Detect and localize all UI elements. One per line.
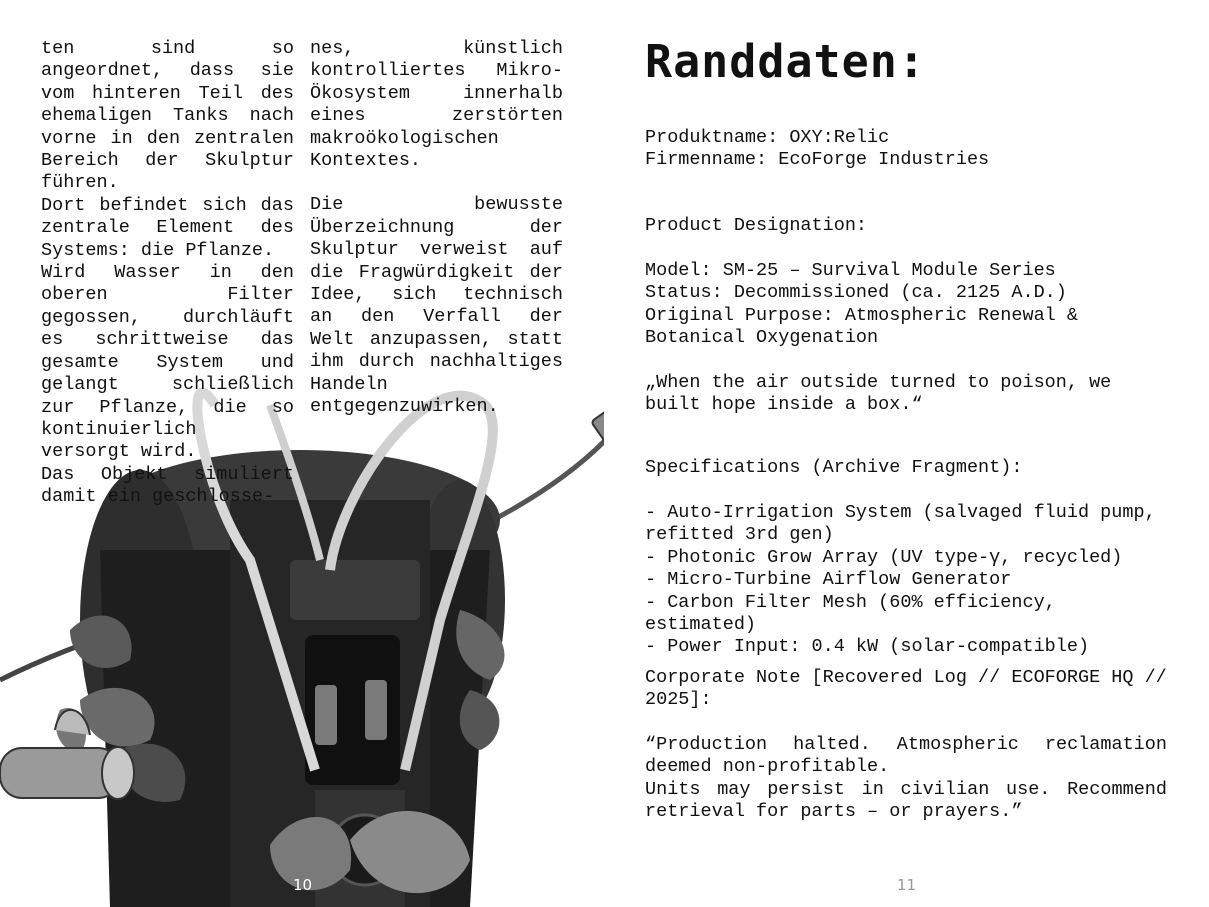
right-page <box>604 0 1209 907</box>
page-number-right: 11 <box>897 876 917 894</box>
spec-item: - Carbon Filter Mesh (60% efficiency, estimated) <box>645 591 1056 636</box>
corporate-note-text <box>645 734 1167 824</box>
spec-item: - Micro-Turbine Airflow Generator <box>645 569 1012 591</box>
paragraph-gap <box>310 172 563 194</box>
corporate-note-heading: Corporate Note [Recovered Log // ECOFORGE HQ // 2025]: <box>645 667 1167 711</box>
note-line: “Production halted. Atmospheric reclamation deemed non-profitable. <box>645 734 1167 778</box>
paragraph: nes, künstlich kontrolliertes Mikro-Ökosystem innerhalb eines zerstörten makroökologischen Kontextes. <box>310 38 563 172</box>
original-purpose: Original Purpose: Atmospheric Renewal & Botanical Oxygenation <box>645 304 1078 349</box>
left-page <box>0 0 604 907</box>
note-line: Units may persist in civilian use. Recommend retrieval for parts – or prayers.” <box>645 778 1167 823</box>
page-title: Randdaten: <box>645 35 926 88</box>
status: Status: Decommissioned (ca. 2125 A.D.) <box>645 282 1067 304</box>
spec-item: - Photonic Grow Array (UV type-γ, recycled) <box>645 546 1123 568</box>
company-name: Firmenname: EcoForge Industries <box>645 149 990 171</box>
product-designation-heading: Product Designation: <box>645 215 868 236</box>
specifications-list <box>645 502 1167 659</box>
specifications-heading: Specifications (Archive Fragment): <box>645 457 1023 478</box>
text-column-1 <box>41 38 294 509</box>
model: Model: SM-25 – Survival Module Series <box>645 260 1056 281</box>
designation-details <box>645 260 1167 350</box>
paragraph: Dort befindet sich das zentrale Element des Systems: die Pflanze. <box>41 194 294 261</box>
product-name: Produktname: OXY:Relic <box>645 127 890 148</box>
page-number-left: 10 <box>293 876 313 894</box>
text-column-2 <box>310 38 563 419</box>
spec-item: - Auto-Irrigation System (salvaged fluid pump, refitted 3rd gen) <box>645 502 1156 546</box>
spec-item: - Power Input: 0.4 kW (solar-compatible) <box>645 636 1090 658</box>
paragraph: Das Objekt simuliert damit ein geschlosse- <box>41 463 294 508</box>
quote: „When the air outside turned to poison, we built hope inside a box.“ <box>645 372 1112 416</box>
paragraph: Wird Wasser in den oberen Filter gegossen, durchläuft es schrittweise das gesamte System und gelangt schließlich zur Pflanze, die so kontinuierlich versorgt wird. <box>41 262 294 463</box>
paragraph: Die bewusste Überzeichnung der Skulptur verweist auf die Fragwürdigkeit der Idee, sich technisch an den Verfall der Welt anzupassen, statt ihm durch nachhaltiges Handeln entgegenzuwirken. <box>310 194 563 418</box>
paragraph: ten sind so angeordnet, dass sie vom hinteren Teil des ehemaligen Tanks nach vorne in den zentralen Bereich der Skulptur führen. <box>41 38 294 194</box>
product-info <box>645 127 1167 172</box>
